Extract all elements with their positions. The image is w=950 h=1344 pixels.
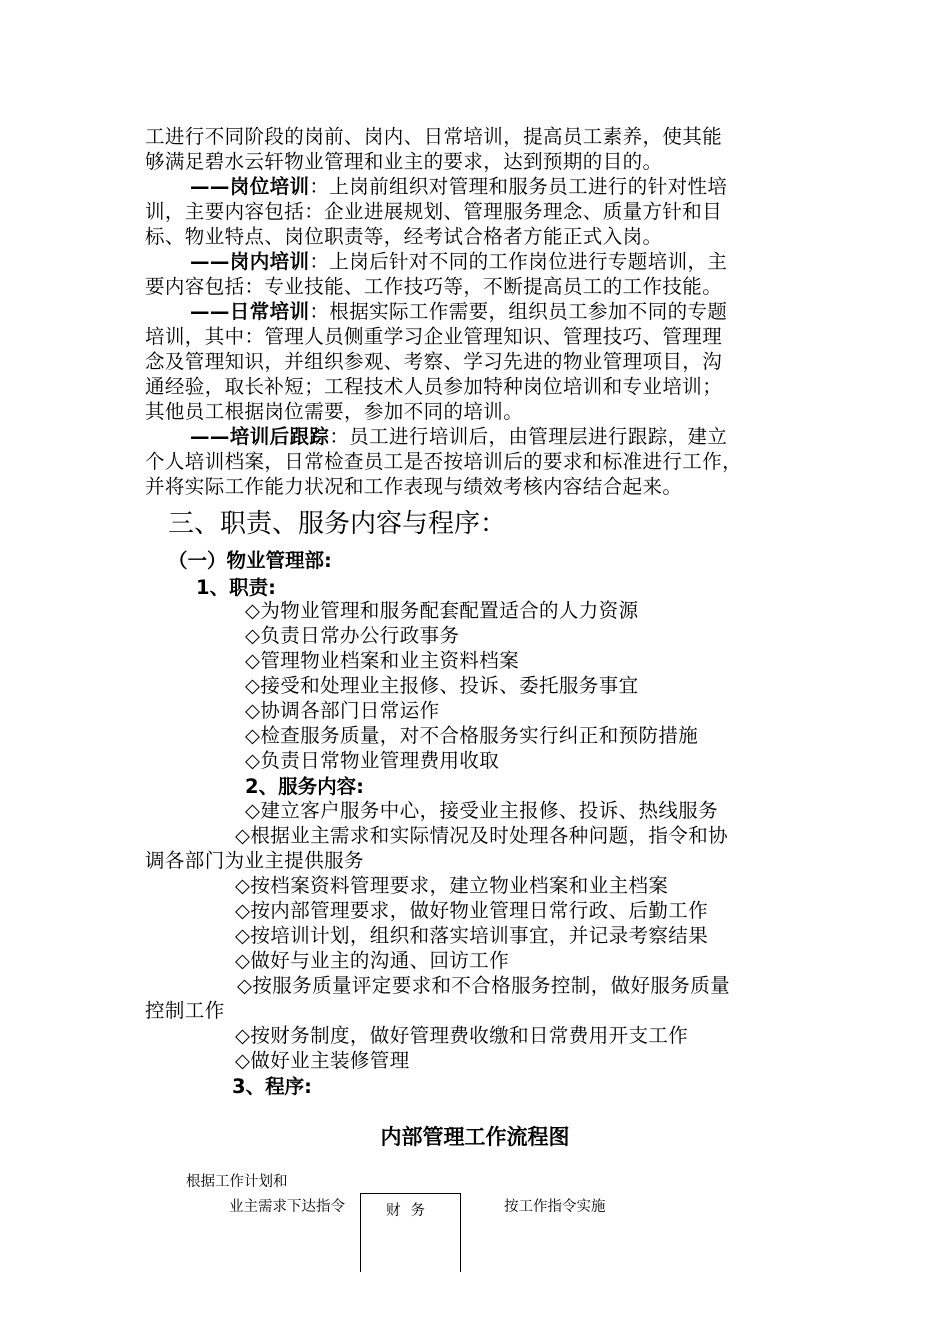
bold-term: ——培训后跟踪 (190, 425, 330, 448)
service-item: 控制工作 (145, 999, 225, 1022)
paragraph-line (190, 249, 890, 274)
procedure-title: 3、程序: (232, 1075, 312, 1098)
service-item: 调各部门为业主提供服务 (145, 849, 364, 872)
paragraph-line: 个人培训档案，日常检查员工是否按培训后的要求和标准进行工作， (145, 450, 743, 473)
duty-item: ◇为物业管理和服务配套配置适合的人力资源 (245, 599, 639, 622)
paragraph-text: ：上岗后针对不同的工作岗位进行专题培训，主 (309, 250, 728, 273)
section-title: 三、职责、服务内容与程序： (168, 509, 507, 539)
paragraph-line: 念及管理知识，并组织参观、考察、学习先进的物业管理项目，沟 (145, 350, 723, 373)
paragraph-line (190, 174, 890, 199)
service-item: ◇建立客户服务中心，接受业主报修、投诉、热线服务 (245, 799, 719, 822)
service-item: ◇按财务制度，做好管理费收缴和日常费用开支工作 (235, 1024, 689, 1047)
service-item: ◇根据业主需求和实际情况及时处理各种问题，指令和协 (235, 824, 728, 847)
service-item: ◇按内部管理要求，做好物业管理日常行政、后勤工作 (235, 899, 709, 922)
flow-node-left-line2: 业主需求下达指令 (229, 1199, 345, 1215)
service-title: 2、服务内容: (245, 775, 364, 798)
flow-node-left-line1: 根据工作计划和 (186, 1174, 288, 1190)
paragraph-line: 通经验，取长补短；工程技术人员参加特种岗位培训和专业培训； (145, 375, 723, 398)
duty-item: ◇负责日常办公行政事务 (245, 624, 460, 647)
paragraph-line: 训，主要内容包括：企业进展规划、管理服务理念、质量方针和目 (145, 200, 723, 223)
flow-node-right: 按工作指令实施 (504, 1199, 606, 1215)
service-item: ◇做好与业主的沟通、回访工作 (235, 949, 510, 972)
duty-item: ◇管理物业档案和业主资料档案 (245, 649, 520, 672)
bold-term: ——岗位培训 (190, 175, 310, 198)
duty-item: ◇检查服务质量，对不合格服务实行纠正和预防措施 (245, 724, 699, 747)
service-item: ◇按档案资料管理要求，建立物业档案和业主档案 (235, 874, 669, 897)
duties-title: 1、职责: (196, 576, 276, 599)
paragraph-text: ：上岗前组织对管理和服务员工进行的针对性培 (309, 175, 728, 198)
paragraph-line (190, 299, 890, 324)
paragraph-line: 够满足碧水云轩物业管理和业主的要求，达到预期的目的。 (145, 150, 663, 173)
dept-title: （一）物业管理部: (168, 549, 332, 572)
duty-item: ◇协调各部门日常运作 (245, 699, 440, 722)
paragraph-line: 工进行不同阶段的岗前、岗内、日常培训，提高员工素养，使其能 (145, 125, 723, 148)
duty-item: ◇负责日常物业管理费用收取 (245, 749, 500, 772)
bold-term: ——日常培训 (190, 300, 310, 323)
paragraph-line: 培训，其中：管理人员侧重学习企业管理知识、管理技巧、管理理 (145, 325, 723, 348)
flow-box-label: 财务 (386, 1203, 435, 1219)
paragraph-line: 要内容包括：专业技能、工作技巧等，不断提高员工的工作技能。 (145, 275, 723, 298)
paragraph-line: 其他员工根据岗位需要，参加不同的培训。 (145, 400, 524, 423)
bold-term: ——岗内培训 (190, 250, 310, 273)
flow-box-finance (360, 1193, 461, 1272)
service-item: ◇做好业主装修管理 (235, 1049, 410, 1072)
paragraph-line: 并将实际工作能力状况和工作表现与绩效考核内容结合起来。 (145, 475, 683, 498)
service-item: ◇按服务质量评定要求和不合格服务控制，做好服务质量 (237, 974, 730, 997)
paragraph-line (190, 424, 890, 449)
service-item: ◇按培训计划，组织和落实培训事宜，并记录考察结果 (235, 924, 709, 947)
paragraph-text: ：根据实际工作需要，组织员工参加不同的专题 (309, 300, 728, 323)
paragraph-text: ：员工进行培训后，由管理层进行跟踪，建立 (329, 425, 728, 448)
duty-item: ◇接受和处理业主报修、投诉、委托服务事宜 (245, 674, 639, 697)
paragraph-line: 标、物业特点、岗位职责等，经考试合格者方能正式入岗。 (145, 225, 663, 248)
flowchart-title: 内部管理工作流程图 (380, 1125, 570, 1149)
